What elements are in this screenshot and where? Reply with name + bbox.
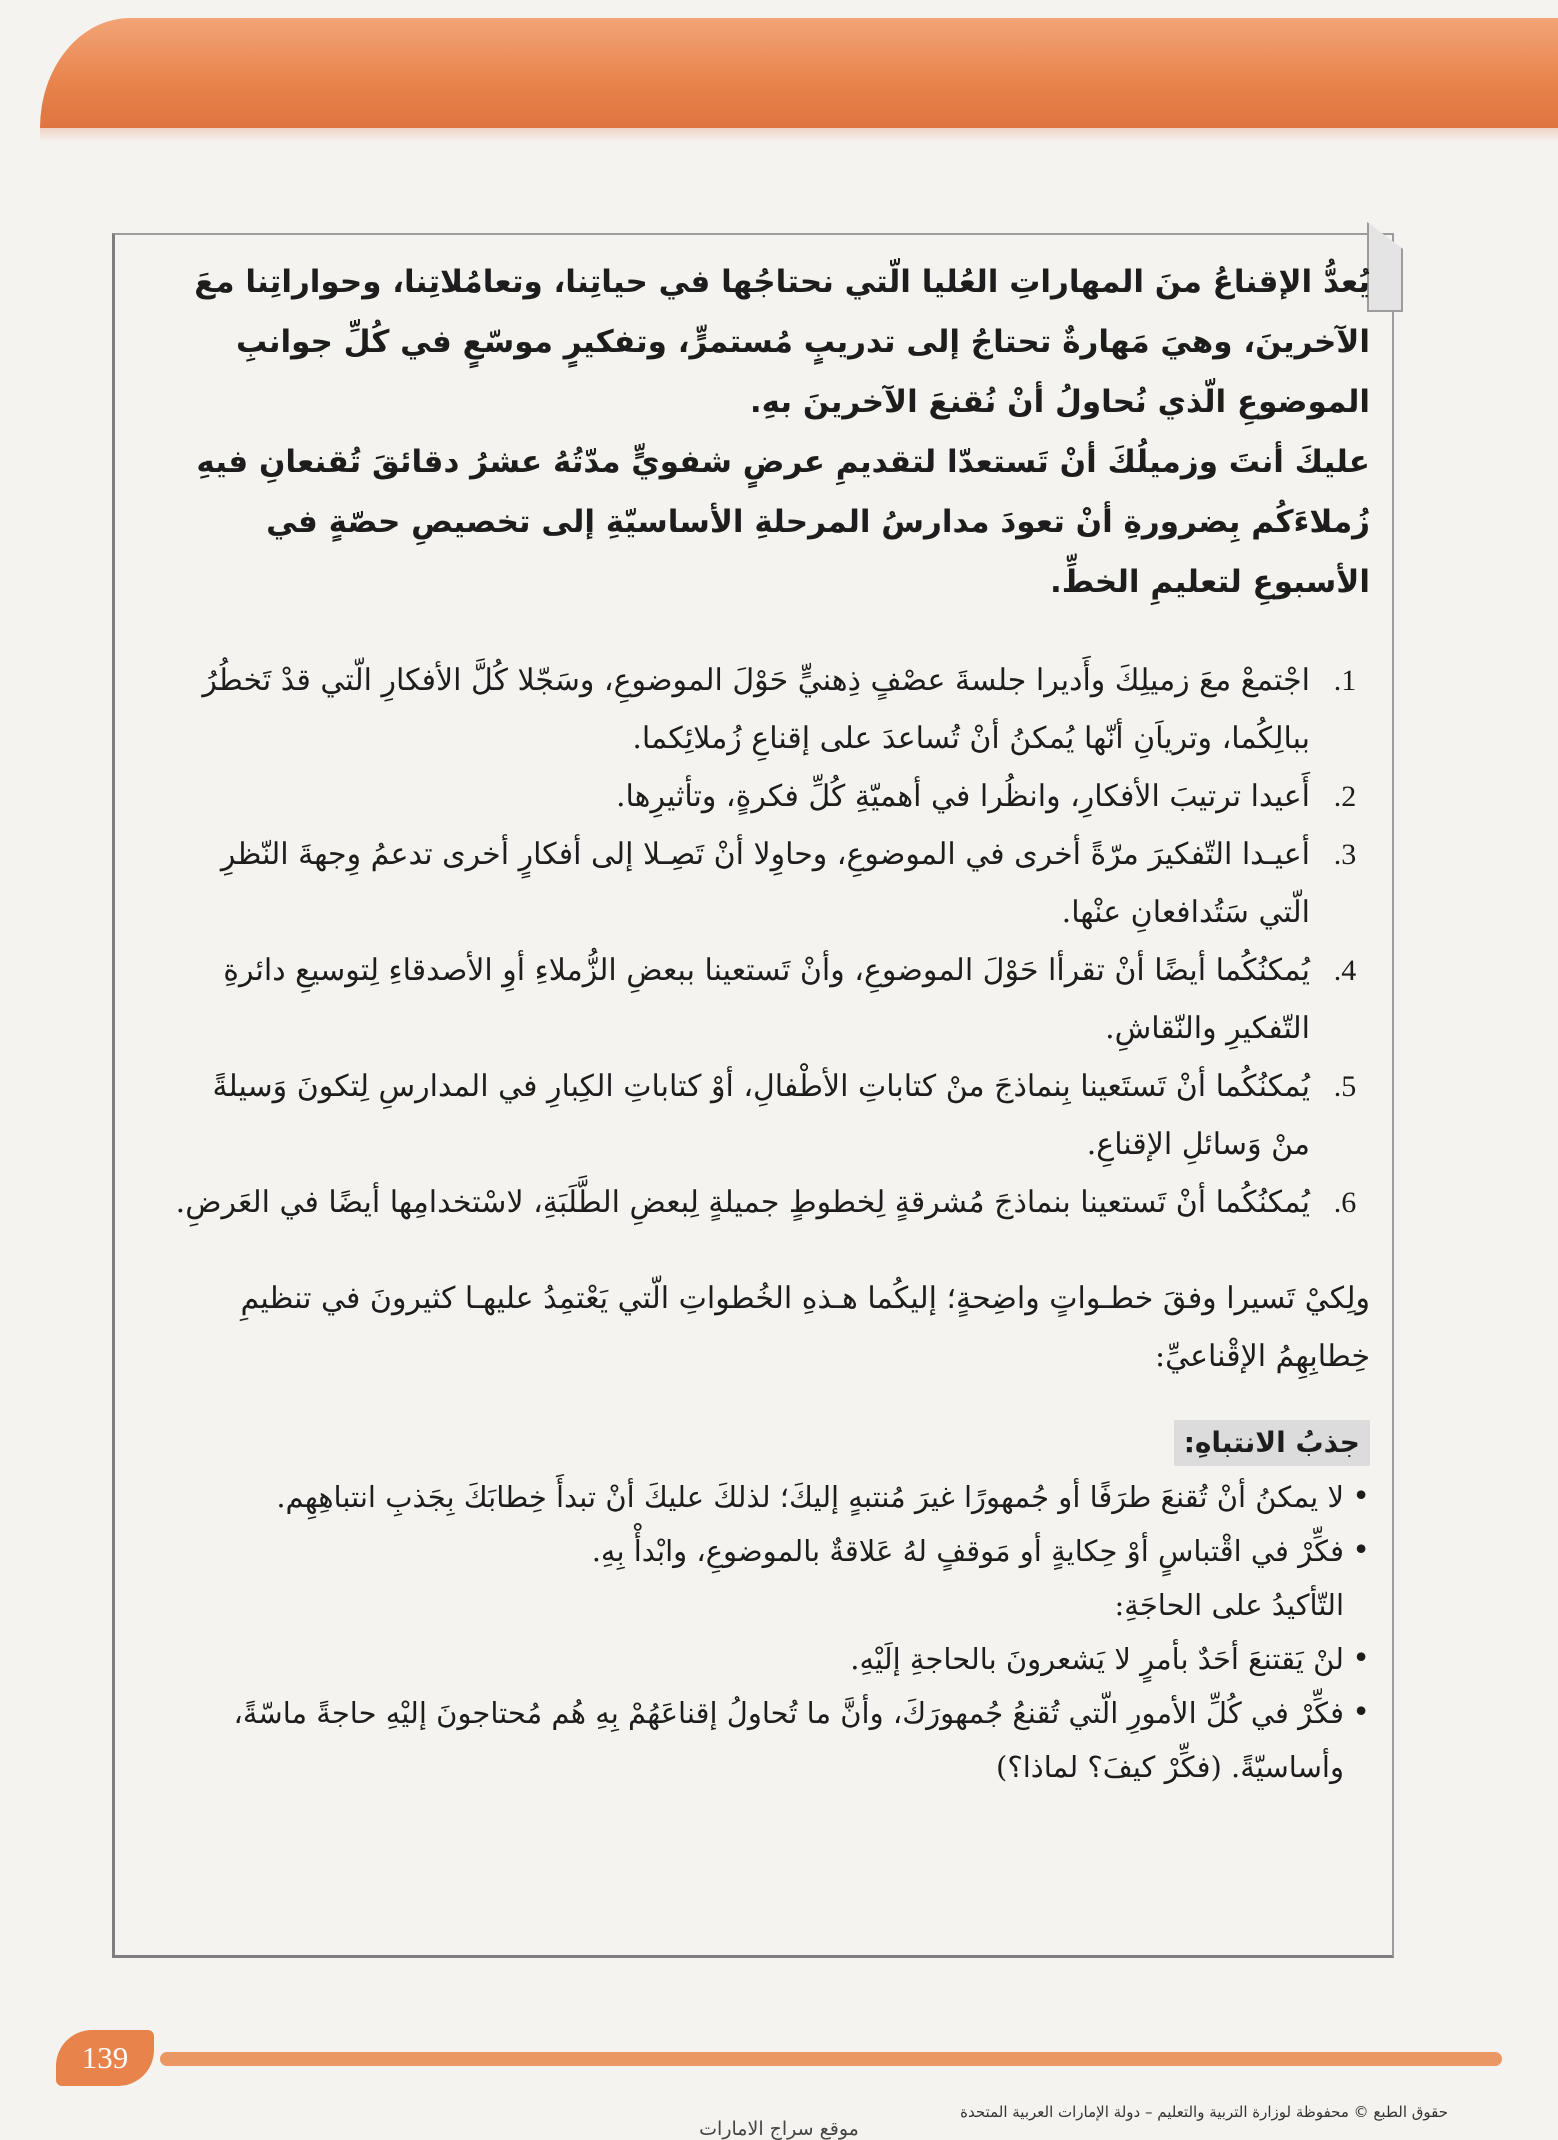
section-heading: جذبُ الانتباهِ: bbox=[1174, 1420, 1370, 1466]
step-text: يُمكنُكُما أيضًا أنْ تقرأا حَوْلَ الموضوعِ، وأنْ تَستعينا ببعضِ الزُّملاءِ أوِ الأصدقاءِ لِتوسيعِ دائرةِ التّفكيرِ والنّقاشِ. bbox=[223, 953, 1310, 1046]
lead-paragraph: ولِكيْ تَسيرا وفقَ خطـواتٍ واضِحةٍ؛ إليكُما هـذهِ الخُطواتِ الّتي يَعْتمِدُ عليهـا كثيرونَ في تنظيمِ خِطابِهِمُ الإقْناعيِّ: bbox=[240, 1281, 1370, 1374]
page-number: 139 bbox=[56, 2030, 154, 2086]
intro-paragraph-1: يُعدُّ الإقناعُ منَ المهاراتِ العُليا الّتي نحتاجُها في حياتِنا، وتعامُلاتِنا، وحواراتِنا معَ الآخرينَ، وهيَ مَهارةٌ تحتاجُ إلى تدريبٍ مُستمرٍّ، وتفكيرٍ موسّعٍ في كُلِّ جوانبِ الموضوعِ الّذي نُحاولُ أنْ نُقنعَ الآخرينَ بهِ. bbox=[194, 264, 1370, 420]
step-text: اجْتمعْ معَ زميلِكَ وأَديرا جلسةَ عصْفٍ ذِهنيٍّ حَوْلَ الموضوعِ، وسَجّلا كُلَّ الأفكارِ الّتي قدْ تَخطُرُ ببالِكُما، وترياَنِ أنّها يُمكنُ أنْ تُساعدَ على إقناعِ زُملائِكما. bbox=[202, 663, 1310, 756]
list-item: • فكِّرْ في اقْتباسٍ أوْ حِكايةٍ أو مَوقفٍ لهُ عَلاقةٌ بالموضوعِ، وابْدأْ بِهِ. bbox=[170, 1524, 1370, 1578]
corner-tab bbox=[1367, 222, 1403, 312]
list-item bbox=[170, 1174, 1370, 1232]
list-item bbox=[170, 1058, 1370, 1174]
attention-list bbox=[170, 1470, 1370, 1794]
list-item bbox=[170, 768, 1370, 826]
site-name: موقع سراج الامارات bbox=[699, 2118, 859, 2140]
footer-rule bbox=[160, 2052, 1502, 2066]
step-number: 2. bbox=[1333, 780, 1357, 813]
step-number: 3. bbox=[1333, 838, 1357, 871]
step-text: أَعيدا ترتيبَ الأفكارِ، وانظُرا في أهميّةِ كُلِّ فكرةٍ، وتأثيرِها. bbox=[615, 779, 1310, 814]
intro-paragraph-2: عليكَ أنتَ وزميلُكَ أنْ تَستعدّا لتقديمِ عرضٍ شفويٍّ مدّتُهُ عشرُ دقائقَ تُقنعانِ فيهِ زُملاءَكُم بِضرورةِ أنْ تعودَ مدارسُ المرحلةِ الأساسيّةِ إلى تخصيصِ حصّةٍ في الأسبوعِ لتعليمِ الخطِّ. bbox=[196, 444, 1370, 600]
steps-list bbox=[170, 652, 1370, 1232]
list-item bbox=[170, 652, 1370, 768]
list-item: • لا يمكنُ أنْ تُقنعَ طرَفًا أو جُمهورًا غيرَ مُنتبهٍ إليكَ؛ لذلكَ عليكَ أنْ تبدأَ خِطابَكَ بِجَذبِ انتباهِهِم. bbox=[170, 1470, 1370, 1524]
step-text: يُمكنُكُما أنْ تَستَعينا بِنماذجَ منْ كتاباتِ الأطْفالِ، أوْ كتاباتِ الكِبارِ في المدارسِ لِتكونَ وَسيلةً منْ وَسائلِ الإقناعِ. bbox=[212, 1069, 1310, 1162]
step-number: 5. bbox=[1333, 1070, 1357, 1103]
list-item bbox=[170, 826, 1370, 942]
header-band bbox=[40, 18, 1558, 128]
step-text: أعيـدا التّفكيرَ مرّةً أخرى في الموضوعِ، وحاوِلا أنْ تَصِـلا إلى أفكارٍ أخرى تدعمُ وِجهةَ النّظرِ الّتي سَتُدافعانِ عنْها. bbox=[220, 837, 1310, 930]
step-text: يُمكنُكُما أنْ تَستعينا بنماذجَ مُشرقةٍ لِخطوطٍ جميلةٍ لِبعضِ الطَّلَبَةِ، لاسْتخدامِها أيضًا في العَرضِ. bbox=[175, 1185, 1310, 1220]
list-item: • لنْ يَقتنعَ أحَدٌ بأمرٍ لا يَشعرونَ بالحاجةِ إلَيْهِ. bbox=[170, 1632, 1370, 1686]
list-item: • فكِّرْ في كُلِّ الأمورِ الّتي تُقنعُ جُمهورَكَ، وأنَّ ما تُحاولُ إقناعَهُمْ بِهِ هُم مُحتاجونَ إليْهِ حاجةً ماسّةً، وأساسيّةً. (فكِّرْ كيفَ؟ لماذا؟) bbox=[170, 1686, 1370, 1794]
intro-block bbox=[170, 252, 1370, 612]
step-number: 4. bbox=[1333, 954, 1357, 987]
list-item: التّأكيدُ على الحاجَةِ: bbox=[1114, 1588, 1344, 1622]
list-item bbox=[170, 942, 1370, 1058]
step-number: 1. bbox=[1333, 664, 1357, 697]
step-number: 6. bbox=[1333, 1186, 1357, 1219]
copyright-text: حقوق الطبع © محفوظة لوزارة التربية والتعليم – دولة الإمارات العربية المتحدة bbox=[960, 2103, 1448, 2121]
header-band-shadow bbox=[40, 128, 1558, 142]
page-content bbox=[170, 252, 1370, 1794]
